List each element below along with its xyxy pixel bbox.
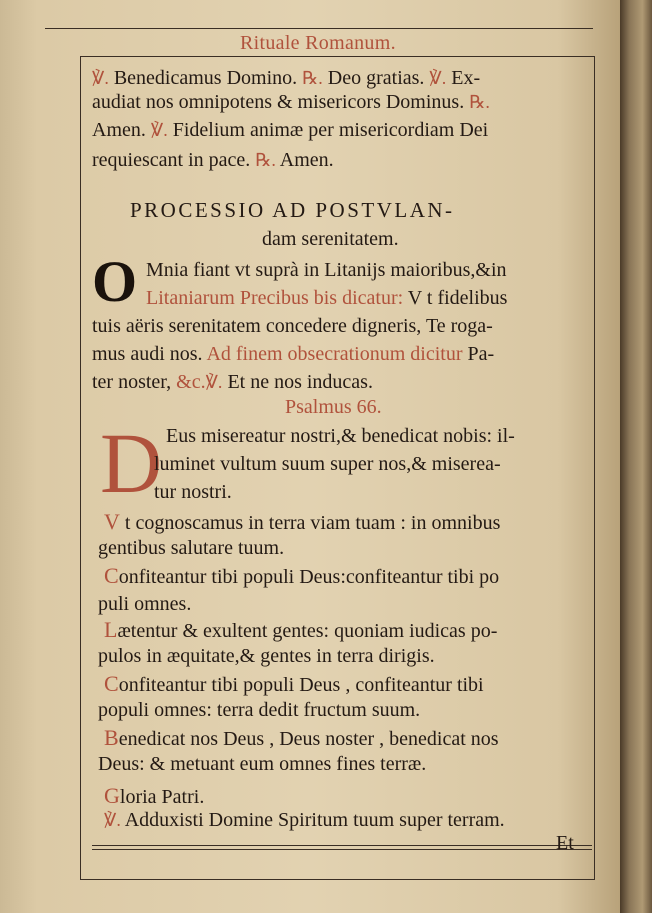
verse-initial: V [104, 509, 120, 534]
response-mark: ℞. [255, 150, 276, 170]
text-span: mus audi nos. [92, 343, 207, 365]
section-subtitle: dam serenitatem. [262, 228, 399, 250]
versicle-mark: ℣. [150, 120, 168, 140]
text-line [92, 66, 480, 90]
text-span: V t fidelibus [403, 287, 508, 309]
catchword: Et [556, 832, 574, 854]
versicle-mark: ℣. [429, 68, 447, 88]
rubric-line: Mnia fiant vt suprà in Litanijs maioribus,&in [146, 259, 507, 281]
rubric-span: &c. [176, 371, 206, 393]
text-line [92, 90, 490, 114]
text-span: Benedicamus Domino. [108, 67, 303, 89]
psalm-line: Eus misereatur nostri,& benedicat nobis: il- [166, 425, 515, 447]
text-span: requiescant in pace. [92, 149, 256, 171]
versicle-mark: ℣. [104, 810, 121, 830]
verse-line: puli omnes. [98, 593, 192, 615]
text-span: Amen. [92, 119, 151, 141]
section-title: PROCESSIO AD POSTVLAN- [130, 198, 455, 222]
bottom-rule-double [92, 849, 592, 850]
verse-line: populi omnes: terra dedit fructum suum. [98, 699, 421, 721]
verse-line [104, 726, 499, 751]
text-line [92, 148, 334, 172]
text-span: Adduxisti Domine Spiritum tuum super terram. [120, 809, 505, 831]
verse-line: Deus: & metuant eum omnes fines terræ. [98, 753, 427, 775]
text-line [92, 118, 488, 142]
text-span: Ex- [446, 67, 481, 89]
text-span: ter noster, [92, 371, 177, 393]
text-span: Et ne nos inducas. [222, 371, 373, 393]
verse-initial: B [104, 725, 119, 750]
text-line [92, 342, 494, 366]
text-span: enedicat nos Deus , Deus noster , benedicat nos [118, 728, 499, 750]
text-line [92, 370, 373, 394]
drop-cap-d: D [100, 415, 163, 511]
verse-line [104, 564, 499, 589]
text-span: audiat nos omnipotens & misericors Dominus. [92, 91, 470, 113]
psalm-line: tur nostri. [154, 481, 232, 503]
text-span: Fidelium animæ per misericordiam Dei [167, 119, 489, 141]
text-span: ætentur & exultent gentes: quoniam iudicas po- [117, 620, 498, 642]
response-mark: ℞. [302, 68, 323, 88]
response-mark: ℞. [469, 92, 490, 112]
verse-initial: G [104, 783, 120, 808]
psalm-line: luminet vultum suum super nos,& miserea- [154, 453, 501, 475]
verse-line: pulos in æquitate,& gentes in terra dirigis. [98, 645, 435, 667]
text-span: Pa- [462, 343, 495, 365]
rubric-span: Ad finem obsecrationum dicitur [206, 343, 463, 365]
running-head: Rituale Romanum. [240, 32, 396, 54]
verse-initial: C [104, 563, 119, 588]
verse-line [104, 784, 204, 809]
versicle-mark: ℣. [92, 68, 109, 88]
top-rule [45, 28, 593, 29]
text-span: onfiteantur tibi populi Deus , confiteantur tibi [118, 674, 484, 696]
verse-initial: L [104, 617, 118, 642]
text-span: Amen. [275, 149, 334, 171]
verse-initial: C [104, 671, 119, 696]
verse-line [104, 672, 484, 697]
text-line [146, 286, 507, 310]
verse-line [104, 808, 505, 832]
text-line: tuis aëris serenitatem concedere digneris, Te roga- [92, 315, 493, 337]
verse-line [104, 510, 500, 535]
bottom-rule [92, 845, 592, 846]
rubric-span: Litaniarum Precibus bis dicatur: [146, 287, 404, 309]
adjacent-page-edge [620, 0, 652, 913]
drop-cap-o: O [92, 249, 138, 314]
versicle-mark: ℣. [205, 372, 223, 392]
text-span: loria Patri. [119, 786, 205, 808]
text-span: Deo gratias. [322, 67, 430, 89]
text-span: onfiteantur tibi populi Deus:confiteantur tibi po [118, 566, 500, 588]
psalm-heading: Psalmus 66. [285, 396, 382, 418]
text-span: t cognoscamus in terra viam tuam : in omnibus [124, 512, 501, 534]
verse-line [104, 618, 497, 643]
verse-line: gentibus salutare tuum. [98, 537, 285, 559]
